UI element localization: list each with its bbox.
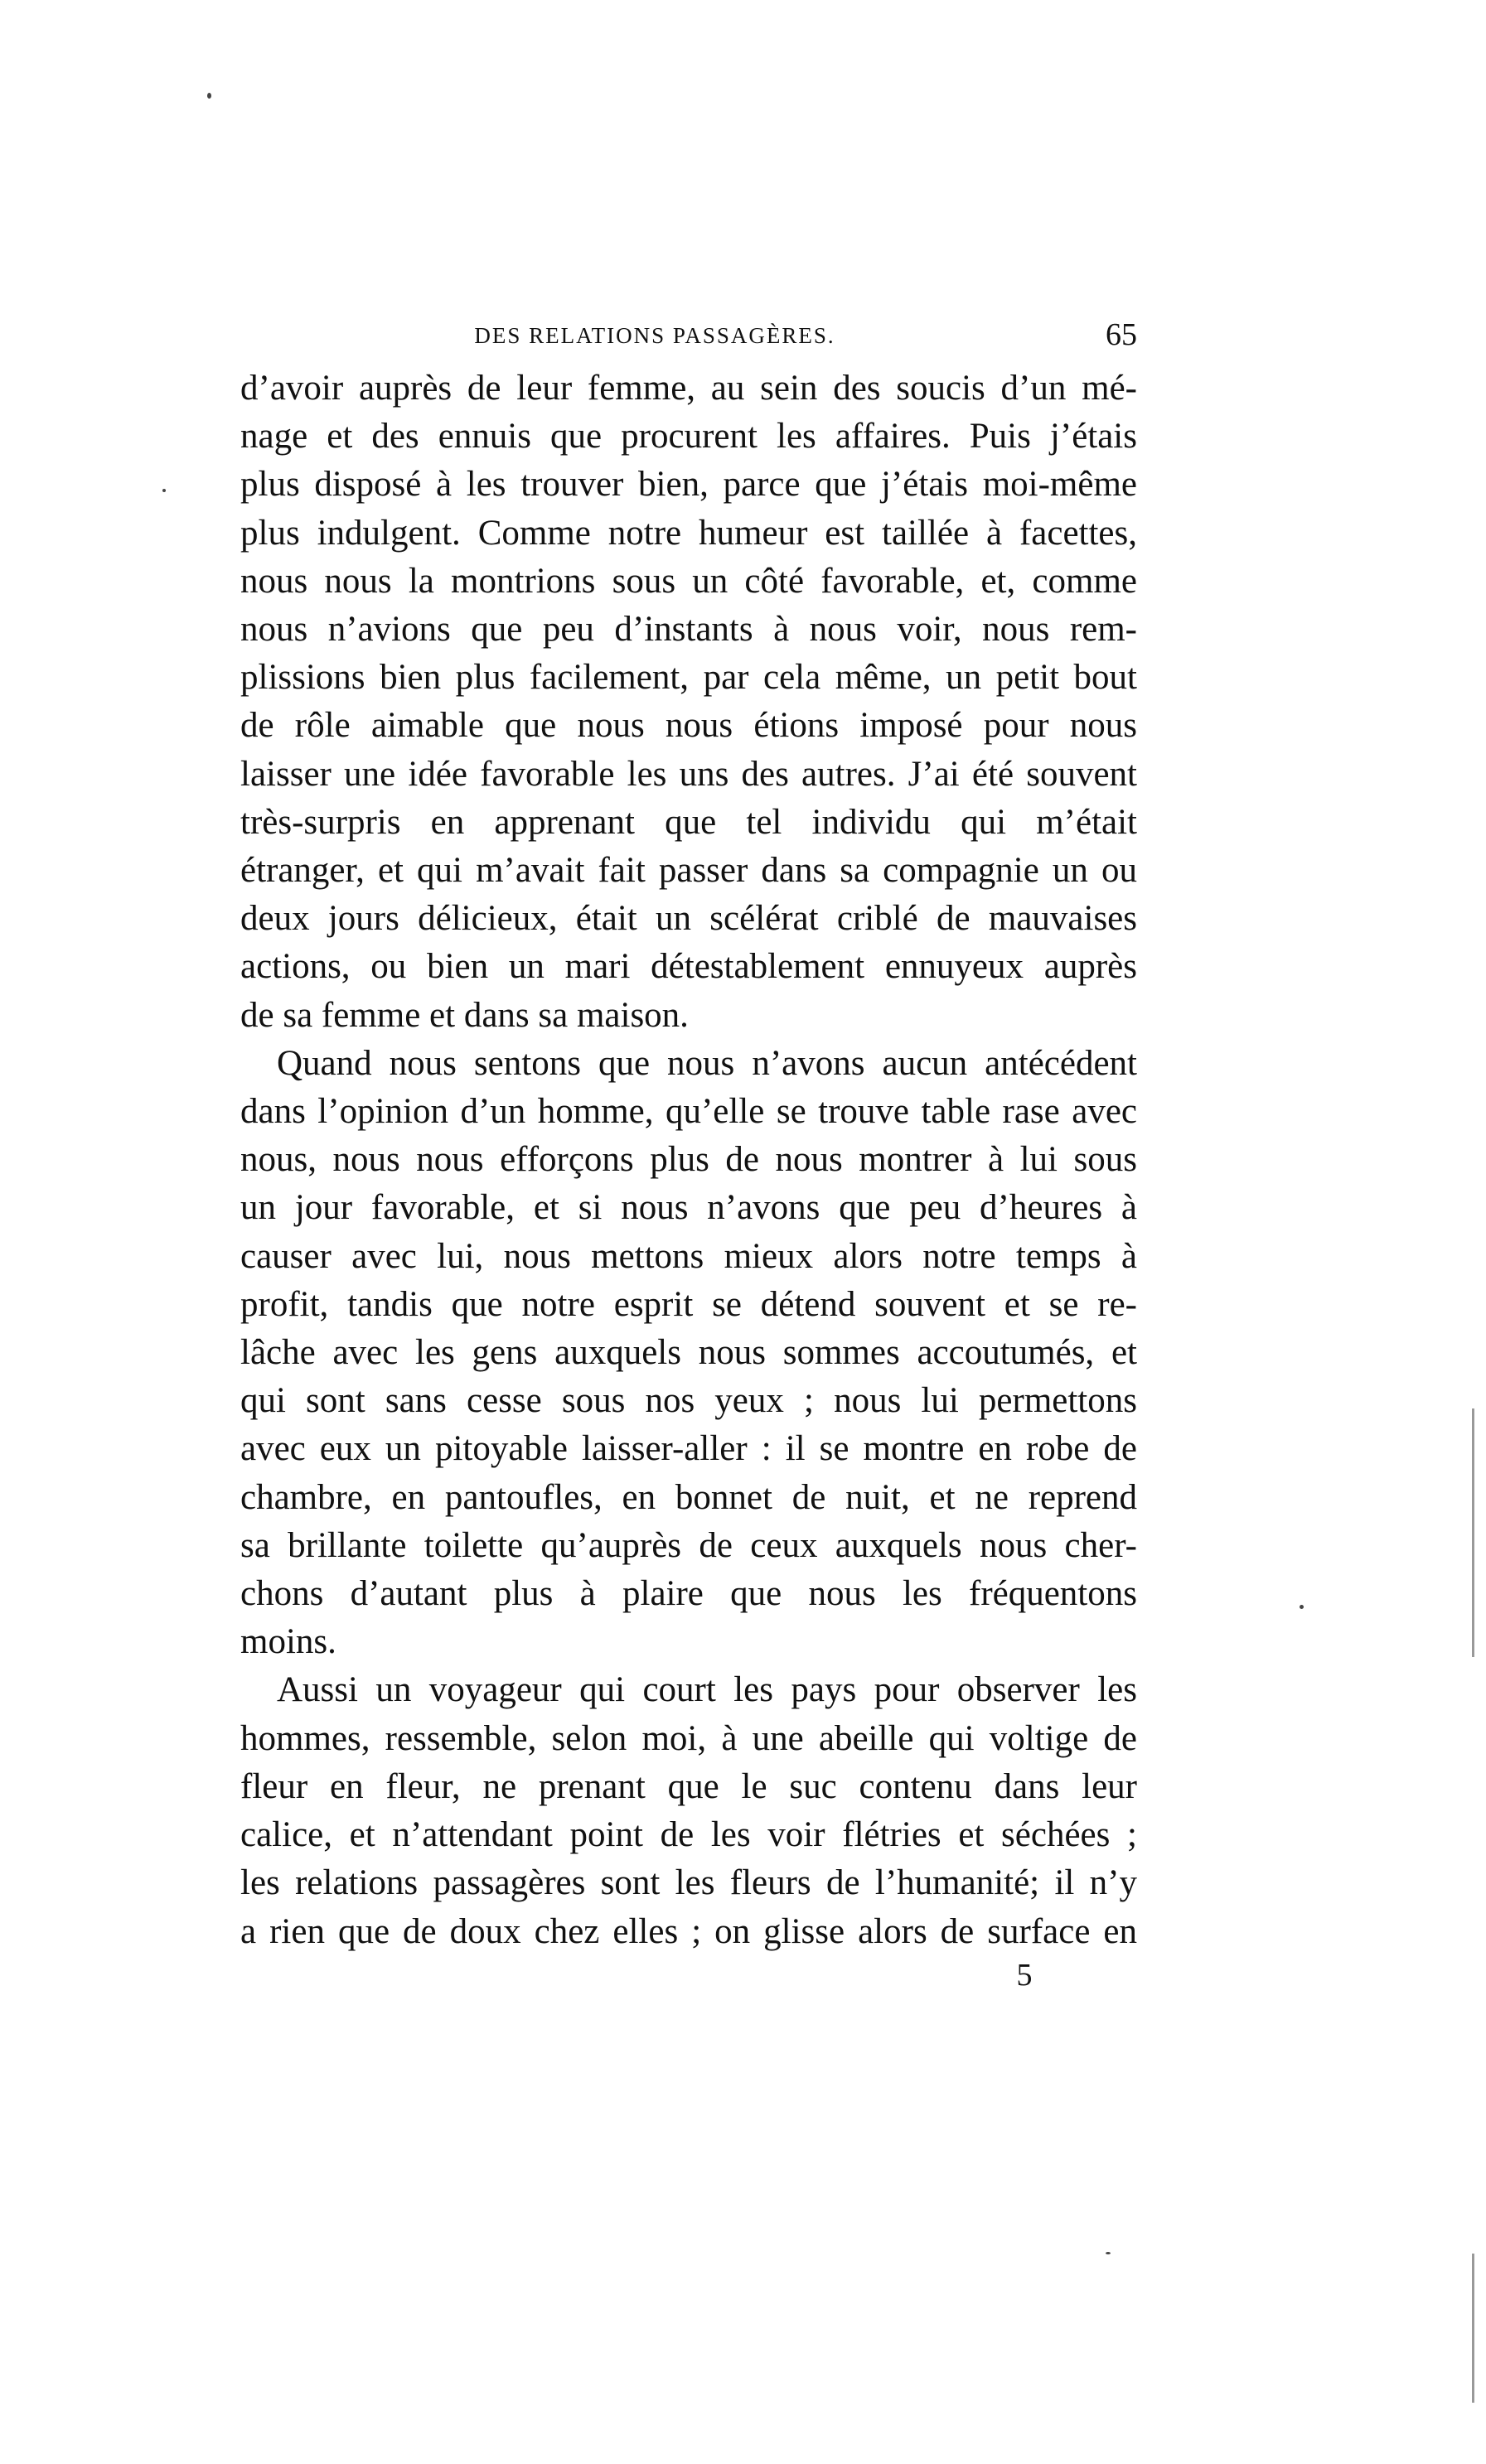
text-line: plus disposé à les trouver bien, parce que j’étais moi-même xyxy=(240,465,1137,505)
text-line: nous, nous nous efforçons plus de nous montrer à lui sous xyxy=(240,1140,1137,1180)
text-line: de rôle aimable que nous nous étions imposé pour nous xyxy=(240,706,1137,746)
text-line: étranger, et qui m’avait fait passer dans sa compagnie un ou xyxy=(240,851,1137,891)
text-line: lâche avec les gens auxquels nous sommes accoutumés, et xyxy=(240,1333,1137,1373)
running-title: DES RELATIONS PASSAGÈRES. xyxy=(474,323,835,348)
paragraph-2 xyxy=(240,1040,1137,1667)
text-line: les relations passagères sont les fleurs de l’humanité; il n’y xyxy=(240,1863,1137,1903)
text-line: sa brillante toilette qu’auprès de ceux auxquels nous cher- xyxy=(240,1525,1137,1565)
text-line: nous nous la montrions sous un côté favorable, et, comme xyxy=(240,561,1137,601)
text-line: chons d’autant plus à plaire que nous les fréquentons xyxy=(240,1574,1137,1614)
text-line: moins. xyxy=(240,1622,336,1662)
text-line: Aussi un voyageur qui court les pays pour observer les xyxy=(277,1670,1137,1710)
paragraph-3 xyxy=(240,1666,1137,1955)
text-line: de sa femme et dans sa maison. xyxy=(240,995,689,1035)
text-line: qui sont sans cesse sous nos yeux ; nous lui permettons xyxy=(240,1381,1137,1421)
text-line: profit, tandis que notre esprit se détend souvent et se re- xyxy=(240,1284,1137,1324)
text-line: Quand nous sentons que nous n’avons aucun antécédent xyxy=(277,1043,1137,1083)
scan-speck xyxy=(162,489,166,492)
scan-speck xyxy=(207,93,211,99)
scan-speck xyxy=(1106,2252,1111,2254)
scan-edge-line xyxy=(1472,1408,1474,1657)
text-line: fleur en fleur, ne prenant que le suc contenu dans leur xyxy=(240,1766,1137,1806)
text-line: nous n’avions que peu d’instants à nous voir, nous rem- xyxy=(240,610,1137,650)
text-line: calice, et n’attendant point de les voir flétries et séchées ; xyxy=(240,1815,1137,1855)
text-line: causer avec lui, nous mettons mieux alors notre temps à xyxy=(240,1236,1137,1276)
text-line: actions, ou bien un mari détestablement ennuyeux auprès xyxy=(240,947,1137,987)
text-line: a rien que de doux chez elles ; on glisse alors de surface en xyxy=(240,1911,1137,1951)
text-line: un jour favorable, et si nous n’avons que peu d’heures à xyxy=(240,1188,1137,1228)
scan-speck xyxy=(1300,1605,1304,1609)
body-text xyxy=(240,365,1137,1956)
text-line: hommes, ressemble, selon moi, à une abeille qui voltige de xyxy=(240,1718,1137,1758)
text-line: nage et des ennuis que procurent les affaires. Puis j’étais xyxy=(240,417,1137,457)
text-line: deux jours délicieux, était un scélérat criblé de mauvaises xyxy=(240,899,1137,939)
text-line: d’avoir auprès de leur femme, au sein des soucis d’un mé- xyxy=(240,369,1137,408)
running-head xyxy=(240,316,1137,358)
page-number: 65 xyxy=(1106,317,1137,352)
paragraph-1 xyxy=(240,365,1137,1040)
text-line: laisser une idée favorable les uns des autres. J’ai été souvent xyxy=(240,754,1137,794)
text-line: très-surpris en apprenant que tel individu qui m’était xyxy=(240,802,1137,842)
text-line: avec eux un pitoyable laisser-aller : il se montre en robe de xyxy=(240,1429,1137,1469)
signature-mark: 5 xyxy=(1016,1958,1033,1993)
text-line: plissions bien plus facilement, par cela même, un petit bout xyxy=(240,658,1137,698)
text-line: chambre, en pantoufles, en bonnet de nuit, et ne reprend xyxy=(240,1477,1137,1517)
text-line: dans l’opinion d’un homme, qu’elle se trouve table rase avec xyxy=(240,1092,1137,1132)
text-line: plus indulgent. Comme notre humeur est taillée à facettes, xyxy=(240,513,1137,553)
scan-edge-line xyxy=(1472,2254,1474,2403)
